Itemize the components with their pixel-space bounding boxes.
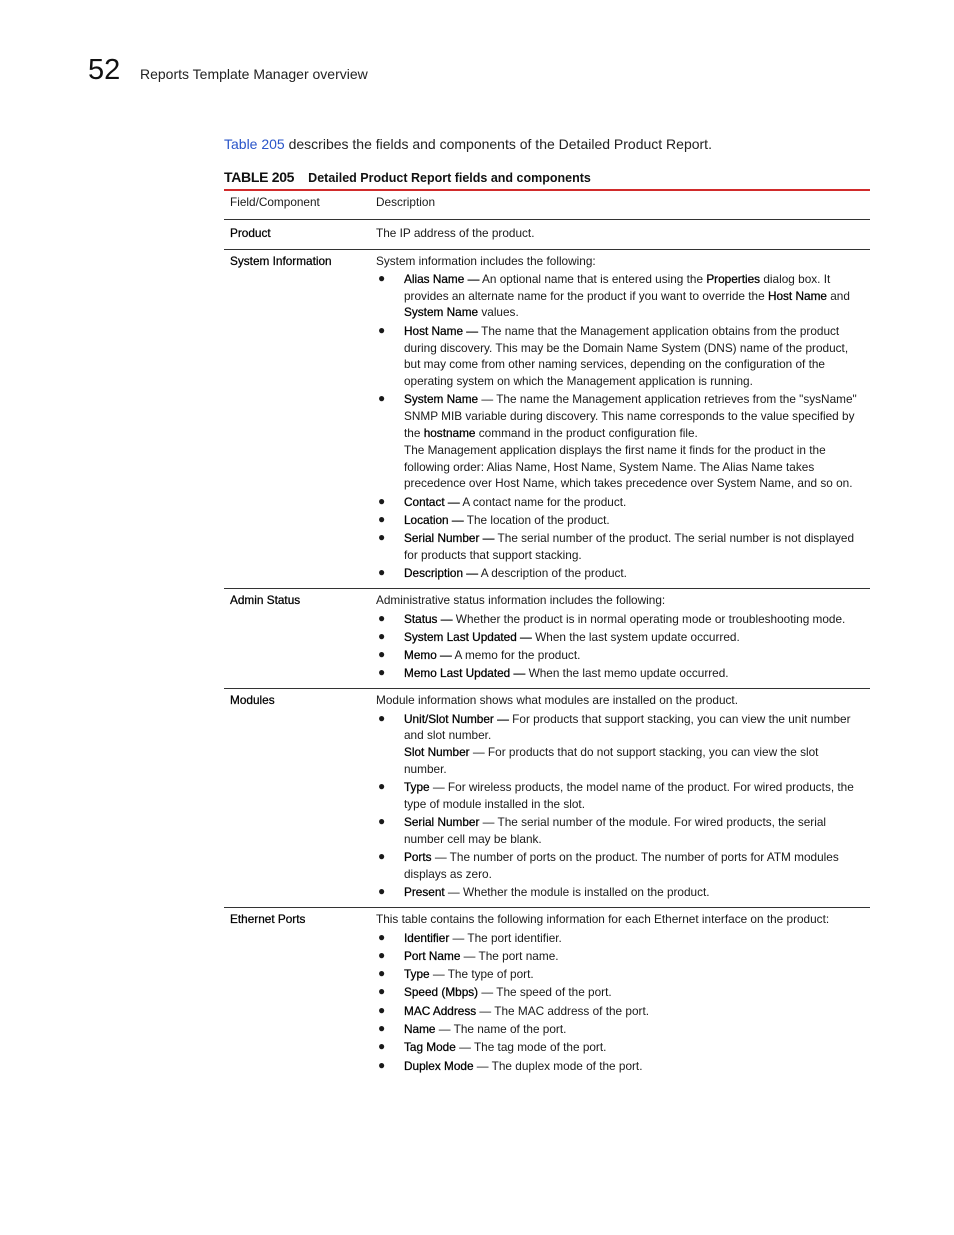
bullet-text: An optional name that is entered using the (479, 271, 707, 286)
bullet-item (376, 711, 862, 778)
bullet-item (376, 779, 862, 813)
bullet-item (376, 1058, 862, 1075)
description-cell (370, 589, 870, 689)
bullet-text: values. (478, 305, 519, 320)
bullet-term: Alias Name — (404, 271, 480, 286)
bullet-text: — The port name. (460, 948, 559, 963)
field-name: Modules (230, 693, 275, 708)
bullet-text: — For products that do not support stacking, you can view the slot number. (404, 745, 819, 776)
table-caption (224, 167, 870, 188)
bullet-item (376, 611, 862, 628)
bullet-list (376, 930, 862, 1075)
bullet-text: — The name the Management application retrieves from the "sysName" SNMP MIB variable during discovery. This name corresponds to the value specified by the (404, 392, 857, 441)
table-number: TABLE 205 (224, 169, 295, 185)
field-name: Ethernet Ports (230, 912, 306, 927)
bullet-text: A contact name for the product. (459, 494, 627, 509)
bullet-icon: ● (378, 565, 386, 580)
bullet-item (376, 1021, 862, 1038)
bullet-term: Location — (404, 513, 464, 528)
bullet-term: Present (404, 885, 445, 900)
field-cell (224, 589, 370, 689)
bullet-text: — The port identifier. (449, 930, 562, 945)
bullet-icon: ● (378, 849, 386, 864)
bullet-list (376, 711, 862, 902)
bullet-icon: ● (378, 530, 386, 545)
bullet-text: — Whether the module is installed on the product. (444, 885, 710, 900)
bullet-term: Speed (Mbps) (404, 985, 479, 1000)
bullet-term: System Name (404, 392, 479, 407)
bullet-item (376, 323, 862, 390)
bullet-icon: ● (378, 1021, 386, 1036)
description-lead: Module information shows what modules are installed on the product. (376, 693, 738, 708)
bullet-item (376, 930, 862, 947)
bullet-item (376, 948, 862, 965)
table-205-link[interactable]: Table 205 (224, 136, 285, 152)
intro-text: describes the fields and components of the Detailed Product Report. (284, 136, 712, 152)
bullet-term: Description — (404, 566, 479, 581)
bullet-text: Whether the product is in normal operating mode or troubleshooting mode. (452, 611, 846, 626)
column-header-field: Field/Component (224, 191, 370, 219)
bullet-term: Serial Number (404, 815, 480, 830)
bullet-text: — The duplex mode of the port. (473, 1058, 643, 1073)
bullet-text: — The number of ports on the product. The number of ports for ATM modules displays as zero. (404, 850, 839, 882)
field-cell (224, 249, 370, 589)
bullet-icon: ● (378, 1057, 386, 1072)
inline-term: System Name (404, 305, 479, 320)
bullet-term: Memo — (404, 648, 452, 663)
bullet-icon: ● (378, 647, 386, 662)
bullet-text: and (826, 288, 850, 303)
bullet-text: The location of the product. (463, 513, 610, 528)
bullet-list (376, 611, 862, 683)
bullet-icon: ● (378, 947, 386, 962)
bullet-item (376, 530, 862, 564)
bullet-icon: ● (378, 884, 386, 899)
bullet-text: A description of the product. (478, 566, 627, 581)
bullet-text: — The speed of the port. (478, 985, 612, 1000)
bullet-term: MAC Address (404, 1003, 477, 1018)
bullet-item (376, 1039, 862, 1056)
bullet-icon: ● (378, 628, 386, 643)
bullet-text: — The serial number of the module. For wired products, the serial number cell may be blank. (404, 815, 827, 847)
table-row (224, 219, 870, 249)
bullet-item (376, 565, 862, 582)
bullet-icon: ● (378, 270, 386, 285)
bullet-item (376, 629, 862, 646)
bullet-icon: ● (378, 1002, 386, 1017)
bullet-text: A memo for the product. (451, 648, 581, 663)
field-cell (224, 689, 370, 908)
field-cell (224, 908, 370, 1081)
inline-term: Host Name (767, 288, 827, 303)
inline-term: hostname (423, 426, 476, 441)
table-row (224, 908, 870, 1081)
bullet-text: For products that support stacking, you can view the unit number and slot number. (404, 711, 851, 743)
bullet-icon: ● (378, 929, 386, 944)
description-lead: The IP address of the product. (376, 225, 535, 240)
table-row (224, 249, 870, 589)
bullet-icon: ● (378, 1039, 386, 1054)
bullet-icon: ● (378, 665, 386, 680)
table-body (224, 219, 870, 1080)
table-row (224, 689, 870, 908)
bullet-icon: ● (378, 814, 386, 829)
bullet-term: Identifier (404, 930, 450, 945)
inline-term: Properties (706, 271, 761, 286)
bullet-text: When the last memo update occurred. (525, 666, 729, 681)
bullet-text: The Management application displays the first name it finds for the product in the following order: Alias Name, Host Name, System Name. The Alias Name takes precedence over Host Name, which takes precedence over System Name, and so on. (404, 442, 853, 491)
bullet-item (376, 966, 862, 983)
description-cell (370, 219, 870, 249)
table-row (224, 589, 870, 689)
bullet-term: System Last Updated — (404, 629, 532, 644)
intro-paragraph (224, 134, 864, 154)
description-cell (370, 908, 870, 1081)
bullet-term: Contact — (404, 494, 460, 509)
bullet-text: — The name of the port. (435, 1022, 567, 1037)
table-title: Detailed Product Report fields and components (308, 171, 591, 185)
field-name: Admin Status (230, 593, 301, 608)
bullet-item (376, 984, 862, 1001)
bullet-term: Serial Number — (404, 531, 495, 546)
bullet-item (376, 665, 862, 682)
bullet-text: — For wireless products, the model name of the product. For wired products, the type of module installed in the slot. (404, 780, 854, 811)
bullet-text: — The MAC address of the port. (476, 1003, 650, 1018)
bullet-icon: ● (378, 322, 386, 337)
bullet-term: Tag Mode (404, 1040, 456, 1055)
bullet-item (376, 814, 862, 848)
bullet-term: Host Name — (404, 323, 479, 338)
bullet-term: Type (404, 780, 430, 795)
field-name: Product (230, 225, 271, 240)
bullet-item (376, 512, 862, 529)
bullet-item (376, 494, 862, 511)
description-lead: This table contains the following information for each Ethernet interface on the product: (376, 912, 830, 927)
bullet-term: Type (404, 967, 430, 982)
bullet-subparagraph (404, 442, 862, 492)
bullet-text: — The type of port. (429, 967, 534, 982)
bullet-term: Unit/Slot Number — (404, 711, 509, 726)
bullet-term: Duplex Mode (404, 1058, 474, 1073)
bullet-term: Port Name (404, 948, 461, 963)
bullet-icon: ● (378, 966, 386, 981)
bullet-text: — The tag mode of the port. (455, 1040, 607, 1055)
field-name: System Information (230, 253, 332, 268)
bullet-term: Memo Last Updated — (404, 666, 526, 681)
chapter-title: Reports Template Manager overview (140, 66, 368, 82)
bullet-icon: ● (378, 610, 386, 625)
bullet-term: Slot Number (404, 745, 470, 760)
bullet-item (376, 849, 862, 883)
bullet-text: The name that the Management application obtains from the product during discovery. This may be the Domain Name System (DNS) name of the product, but may come from other naming services, depending on the configuration of the operating system on which the Management application is running. (404, 323, 849, 389)
bullet-item (376, 884, 862, 901)
field-cell (224, 219, 370, 249)
bullet-icon: ● (378, 391, 386, 406)
bullet-icon: ● (378, 493, 386, 508)
bullet-text: command in the product configuration file. (475, 426, 698, 441)
bullet-term: Status — (404, 611, 453, 626)
bullet-item (376, 271, 862, 321)
bullet-icon: ● (378, 984, 386, 999)
bullet-icon: ● (378, 512, 386, 527)
bullet-text: dialog box. It provides an alternate name for the product if you want to override the (404, 271, 831, 303)
bullet-item (376, 391, 862, 492)
bullet-list (376, 271, 862, 582)
description-cell (370, 249, 870, 589)
bullet-item (376, 647, 862, 664)
bullet-icon: ● (378, 779, 386, 794)
bullet-subparagraph (404, 744, 862, 778)
bullet-icon: ● (378, 710, 386, 725)
bullet-term: Name (404, 1022, 436, 1037)
bullet-text: When the last system update occurred. (531, 629, 740, 644)
fields-table (224, 191, 870, 1080)
bullet-term: Ports (404, 850, 432, 865)
description-cell (370, 689, 870, 908)
bullet-item (376, 1003, 862, 1020)
chapter-number: 52 (88, 54, 121, 86)
column-header-description: Description (370, 191, 870, 219)
bullet-text: The serial number of the product. The serial number is not displayed for products that support stacking. (404, 531, 855, 563)
description-lead: System information includes the following: (376, 253, 596, 268)
description-lead: Administrative status information includes the following: (376, 593, 666, 608)
